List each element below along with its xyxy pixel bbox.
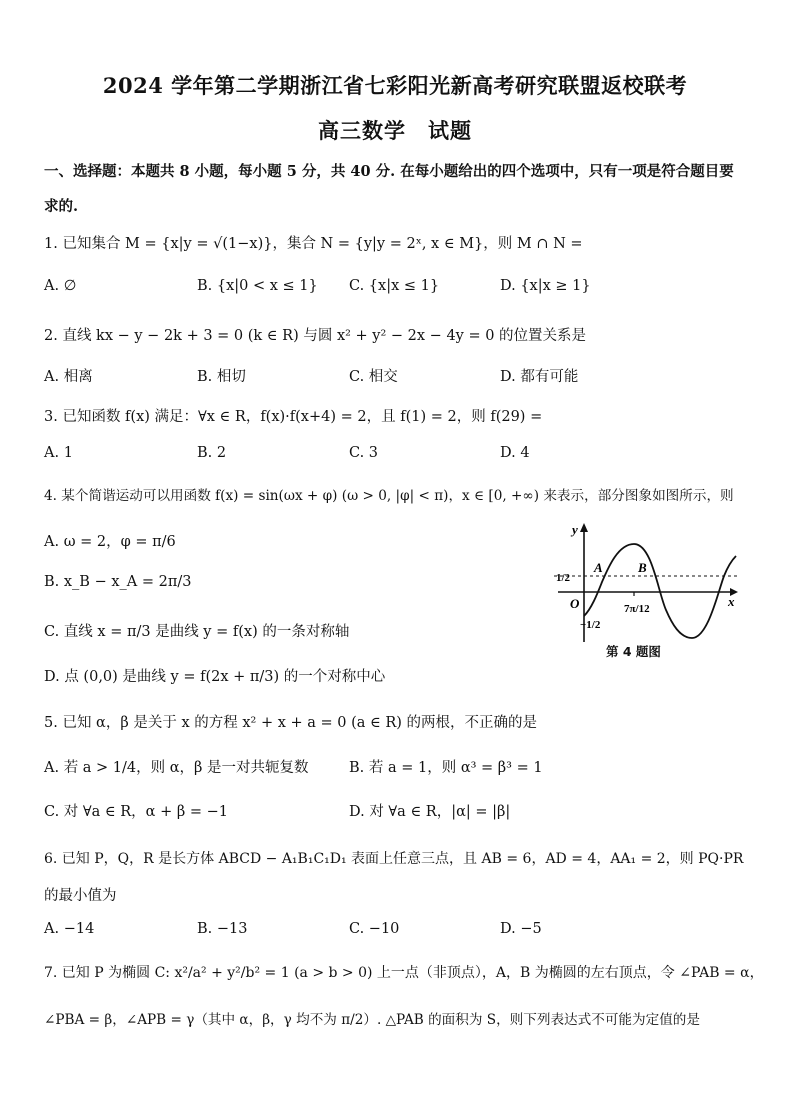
label-y: y	[572, 522, 578, 537]
sine-curve	[584, 544, 736, 638]
q4-option-c: C. 直线 x = π/3 是曲线 y = f(x) 的一条对称轴	[44, 624, 350, 640]
question-6-stem: 6. 已知 P，Q，R 是长方体 ABCD − A₁B₁C₁D₁ 表面上任意三点，且 AB = 6，AD = 4，AA₁ = 2，则 PQ·PR	[44, 851, 744, 867]
figure-caption: 第 4 题图	[606, 644, 661, 659]
q6-option-c: C. −10	[349, 921, 400, 937]
q3-option-d: D. 4	[500, 445, 530, 461]
question-4-graph	[552, 520, 744, 660]
label-7pi-12: 7π/12	[624, 603, 650, 615]
q5-option-c: C. 对 ∀a ∈ R，α + β = −1	[44, 804, 228, 820]
label-neg-half: −1/2	[580, 619, 601, 631]
label-x: x	[728, 594, 735, 609]
q5-option-b: B. 若 a = 1，则 α³ = β³ = 1	[349, 760, 543, 776]
question-3-stem: 3. 已知函数 f(x) 满足：∀x ∈ R，f(x)·f(x+4) = 2，且 f(1) = 2，则 f(29) =	[44, 409, 543, 425]
question-6-stem-cont: 的最小值为	[44, 888, 117, 904]
q4-option-d: D. 点 (0,0) 是曲线 y = f(2x + π/3) 的一个对称中心	[44, 669, 386, 685]
question-5-stem: 5. 已知 α，β 是关于 x 的方程 x² + x + a = 0 (a ∈ R) 的两根，不正确的是	[44, 715, 538, 731]
label-point-b: B	[638, 560, 647, 575]
label-point-a: A	[594, 560, 603, 575]
exam-subtitle: 高三数学 试题	[318, 118, 472, 143]
question-4-stem: 4. 某个简谐运动可以用函数 f(x) = sin(ωx + φ) (ω > 0, |φ| < π)，x ∈ [0, +∞) 来表示，部分图象如图所示，则	[44, 488, 734, 504]
q1-option-d: D. {x|x ≥ 1}	[500, 278, 591, 294]
q1-option-b: B. {x|0 < x ≤ 1}	[197, 278, 318, 294]
q2-option-d: D. 都有可能	[500, 369, 579, 385]
q3-option-c: C. 3	[349, 445, 379, 461]
question-7-stem: 7. 已知 P 为椭圆 C: x²/a² + y²/b² = 1 (a > b > 0) 上一点（非顶点），A，B 为椭圆的左右顶点，令 ∠PAB = α，	[44, 965, 764, 981]
q6-option-b: B. −13	[197, 921, 248, 937]
q6-option-a: A. −14	[44, 921, 95, 937]
q1-option-c: C. {x|x ≤ 1}	[349, 278, 440, 294]
exam-title: 2024 学年第二学期浙江省七彩阳光新高考研究联盟返校联考	[102, 73, 688, 98]
question-2-stem: 2. 直线 kx − y − 2k + 3 = 0 (k ∈ R) 与圆 x² + y² − 2x − 4y = 0 的位置关系是	[44, 328, 587, 344]
q5-option-d: D. 对 ∀a ∈ R，|α| = |β|	[349, 804, 511, 820]
q5-option-a: A. 若 a > 1/4，则 α，β 是一对共轭复数	[44, 760, 309, 776]
question-7-stem-cont: ∠PBA = β，∠APB = γ（其中 α，β，γ 均不为 π/2）. △PAB 的面积为 S，则下列表达式不可能为定值的是	[44, 1012, 700, 1028]
q2-option-a: A. 相离	[44, 369, 93, 385]
label-origin: O	[570, 596, 580, 611]
section-heading-cont: 求的.	[44, 198, 79, 215]
q6-option-d: D. −5	[500, 921, 542, 937]
q3-option-a: A. 1	[44, 445, 73, 461]
q2-option-c: C. 相交	[349, 369, 398, 385]
section-heading: 一、选择题：本题共 8 小题，每小题 5 分，共 40 分. 在每小题给出的四个选项中，只有一项是符合题目要	[44, 163, 734, 180]
y-axis-arrow-icon	[580, 523, 588, 532]
label-half: 1/2	[556, 572, 571, 584]
q4-option-a: A. ω = 2，φ = π/6	[44, 534, 176, 550]
q3-option-b: B. 2	[197, 445, 227, 461]
q2-option-b: B. 相切	[197, 369, 246, 385]
q1-option-a: A. ∅	[44, 278, 77, 294]
question-1-stem: 1. 已知集合 M = {x|y = √(1−x)}，集合 N = {y|y = 2ˣ, x ∈ M}，则 M ∩ N =	[44, 236, 583, 252]
q4-option-b: B. x_B − x_A = 2π/3	[44, 574, 192, 590]
